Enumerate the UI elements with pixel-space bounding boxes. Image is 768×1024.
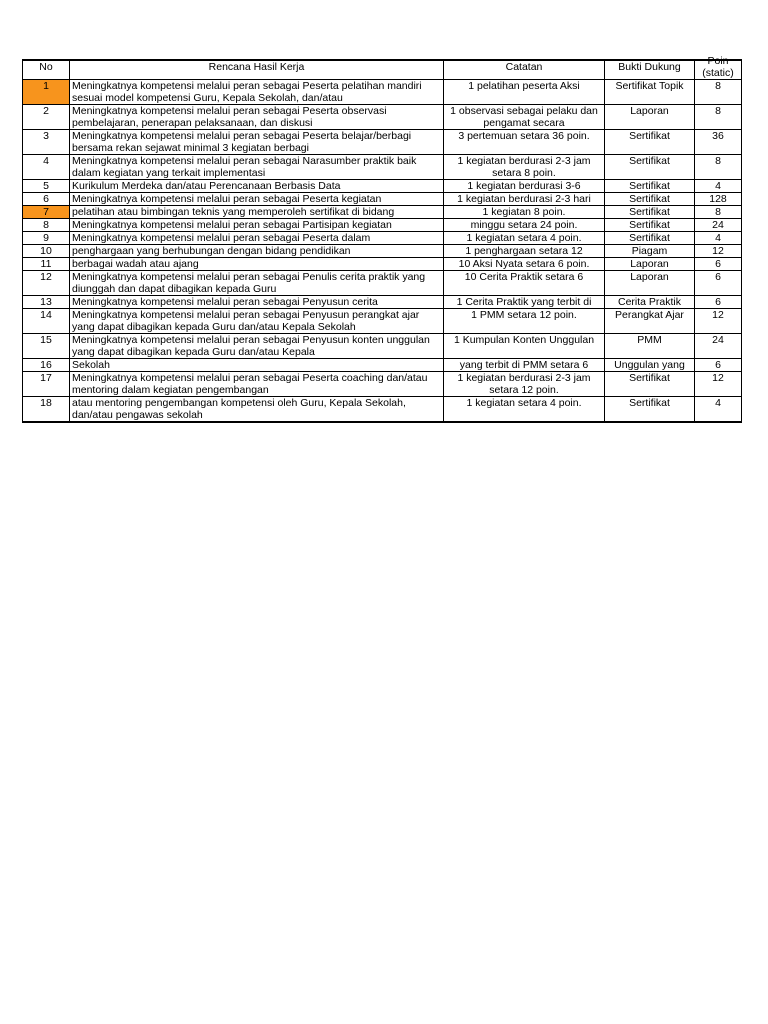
bukti-dukung-cell[interactable] (605, 155, 695, 180)
poin-cell[interactable]: 24 (695, 334, 742, 359)
poin-cell[interactable]: 8 (695, 206, 742, 219)
rencana-hasil-kerja-cell-text: Sekolah (72, 359, 110, 371)
bukti-dukung-cell[interactable] (605, 271, 695, 296)
catatan-cell[interactable] (444, 155, 605, 180)
spreadsheet (22, 55, 741, 423)
catatan-cell-text: 1 kegiatan 8 poin. (482, 206, 566, 218)
catatan-cell-text: 1 pelatihan peserta Aksi (468, 80, 580, 92)
catatan-cell[interactable] (444, 80, 605, 105)
bukti-dukung-cell-text: Sertifikat (629, 206, 670, 218)
rencana-hasil-kerja-cell-text: Meningkatnya kompetensi melalui peran sebagai Peserta belajar/berbagi bersama rekan sejawat minimal 3 kegiatan berbagi (72, 130, 412, 154)
catatan-cell-text: 10 Cerita Praktik setara 6 (464, 271, 584, 283)
rencana-hasil-kerja-cell[interactable] (70, 155, 444, 180)
bukti-dukung-cell-text: Piagam (631, 245, 668, 257)
catatan-cell[interactable] (444, 206, 605, 219)
rencana-hasil-kerja-cell-text: Meningkatnya kompetensi melalui peran sebagai Penyusun perangkat ajar yang dapat dibagikan kepada Guru dan/atau Kepala Sekolah (72, 309, 420, 333)
rencana-hasil-kerja-cell[interactable] (70, 80, 444, 105)
catatan-cell[interactable] (444, 359, 605, 372)
catatan-cell-text: 1 penghargaan setara 12 (465, 245, 583, 257)
bukti-dukung-cell-text: Laporan (630, 271, 669, 283)
bukti-dukung-cell-text: Sertifikat (629, 397, 670, 409)
rencana-hasil-kerja-cell-text: penghargaan yang berhubungan dengan bidang pendidikan (72, 245, 351, 257)
bukti-dukung-cell[interactable] (605, 130, 695, 155)
row-number[interactable]: 11 (23, 258, 70, 271)
header-poin-label: Poin (static) (702, 55, 734, 79)
bukti-dukung-cell-text: Perangkat Ajar (615, 309, 684, 321)
table-row (23, 193, 742, 206)
catatan-cell[interactable] (444, 245, 605, 258)
table-row (23, 271, 742, 296)
poin-cell[interactable]: 8 (695, 80, 742, 105)
table-row (23, 206, 742, 219)
bukti-dukung-cell[interactable] (605, 206, 695, 219)
poin-cell[interactable]: 12 (695, 245, 742, 258)
bukti-dukung-cell-text: Sertifikat Topik (615, 80, 684, 92)
catatan-cell-text: 1 observasi sebagai pelaku dan pengamat secara (450, 105, 598, 129)
row-number[interactable]: 3 (23, 130, 70, 155)
catatan-cell[interactable] (444, 130, 605, 155)
rencana-hasil-kerja-cell-text: Meningkatnya kompetensi melalui peran sebagai Peserta kegiatan (72, 193, 382, 205)
rencana-hasil-kerja-cell[interactable] (70, 271, 444, 296)
rhk-table (22, 55, 742, 423)
catatan-cell[interactable] (444, 193, 605, 206)
row-number[interactable]: 14 (23, 309, 70, 334)
row-number[interactable]: 5 (23, 180, 70, 193)
bukti-dukung-cell-text: Sertifikat (629, 130, 670, 142)
poin-cell[interactable]: 12 (695, 309, 742, 334)
rencana-hasil-kerja-cell-text: Meningkatnya kompetensi melalui peran sebagai Peserta observasi pembelajaran, penerapan pelaksanaan, dan diskusi (72, 105, 387, 129)
catatan-cell[interactable] (444, 232, 605, 245)
table-row (23, 130, 742, 155)
bukti-dukung-cell[interactable] (605, 397, 695, 423)
catatan-cell[interactable] (444, 372, 605, 397)
row-number[interactable]: 7 (23, 206, 70, 219)
table-row (23, 372, 742, 397)
rencana-hasil-kerja-cell[interactable] (70, 105, 444, 130)
header-no: No (23, 60, 70, 80)
header-row (23, 60, 742, 80)
catatan-cell[interactable] (444, 397, 605, 423)
row-number[interactable]: 10 (23, 245, 70, 258)
row-number[interactable]: 6 (23, 193, 70, 206)
poin-cell[interactable]: 4 (695, 232, 742, 245)
poin-cell[interactable]: 6 (695, 296, 742, 309)
poin-cell[interactable]: 6 (695, 271, 742, 296)
rencana-hasil-kerja-cell-text: Meningkatnya kompetensi melalui peran sebagai Penulis cerita praktik yang diunggah dan dapat dibagikan kepada Guru (72, 271, 426, 295)
catatan-cell-text: 1 kegiatan berdurasi 2-3 jam setara 8 poin. (457, 155, 591, 179)
table-row (23, 105, 742, 130)
table-row (23, 309, 742, 334)
rencana-hasil-kerja-cell[interactable] (70, 245, 444, 258)
poin-cell[interactable]: 24 (695, 219, 742, 232)
bukti-dukung-cell[interactable] (605, 232, 695, 245)
rencana-hasil-kerja-cell-text: Meningkatnya kompetensi melalui peran sebagai Peserta pelatihan mandiri sesuai model kompetensi Guru, Kepala Sekolah, dan/atau (72, 80, 422, 104)
catatan-cell-text: 3 pertemuan setara 36 poin. (458, 130, 590, 142)
catatan-cell[interactable] (444, 296, 605, 309)
rencana-hasil-kerja-cell[interactable] (70, 397, 444, 423)
bukti-dukung-cell[interactable] (605, 80, 695, 105)
bukti-dukung-cell[interactable] (605, 219, 695, 232)
row-number[interactable]: 17 (23, 372, 70, 397)
bukti-dukung-cell[interactable] (605, 193, 695, 206)
row-number[interactable]: 13 (23, 296, 70, 309)
bukti-dukung-cell-text: Sertifikat (629, 193, 670, 205)
row-number[interactable]: 16 (23, 359, 70, 372)
rencana-hasil-kerja-cell[interactable] (70, 180, 444, 193)
rencana-hasil-kerja-cell[interactable] (70, 193, 444, 206)
table-row (23, 296, 742, 309)
rencana-hasil-kerja-cell-text: atau mentoring pengembangan kompetensi oleh Guru, Kepala Sekolah, dan/atau pengawas sekolah (72, 397, 406, 421)
rencana-hasil-kerja-cell-text: Kurikulum Merdeka dan/atau Perencanaan Berbasis Data (72, 180, 341, 192)
bukti-dukung-cell[interactable] (605, 334, 695, 359)
rencana-hasil-kerja-cell-text: Meningkatnya kompetensi melalui peran sebagai Peserta dalam (72, 232, 371, 244)
bukti-dukung-cell-text: Cerita Praktik (617, 296, 681, 308)
poin-cell[interactable]: 36 (695, 130, 742, 155)
bukti-dukung-cell-text: PMM (637, 334, 662, 346)
poin-cell[interactable]: 12 (695, 372, 742, 397)
rencana-hasil-kerja-cell[interactable] (70, 130, 444, 155)
header-catatan: Catatan (444, 60, 605, 80)
rencana-hasil-kerja-cell[interactable] (70, 296, 444, 309)
catatan-cell-text: yang terbit di PMM setara 6 (459, 359, 589, 371)
catatan-cell[interactable] (444, 271, 605, 296)
catatan-cell-text: 1 PMM setara 12 poin. (471, 309, 577, 321)
row-number[interactable]: 12 (23, 271, 70, 296)
catatan-cell-text: 1 kegiatan berdurasi 3-6 (467, 180, 581, 192)
rencana-hasil-kerja-cell[interactable] (70, 219, 444, 232)
rencana-hasil-kerja-cell[interactable] (70, 309, 444, 334)
bukti-dukung-cell-text: Unggulan yang (614, 359, 685, 371)
row-number[interactable]: 1 (23, 80, 70, 105)
rencana-hasil-kerja-cell[interactable] (70, 334, 444, 359)
table-row (23, 180, 742, 193)
poin-cell[interactable]: 128 (695, 193, 742, 206)
poin-cell[interactable]: 8 (695, 105, 742, 130)
catatan-cell[interactable] (444, 105, 605, 130)
bukti-dukung-cell[interactable] (605, 245, 695, 258)
table-row (23, 80, 742, 105)
bukti-dukung-cell[interactable] (605, 258, 695, 271)
header-rhk: Rencana Hasil Kerja (70, 60, 444, 80)
catatan-cell-text: 1 kegiatan berdurasi 2-3 jam setara 12 poin. (457, 372, 591, 396)
poin-cell[interactable]: 6 (695, 359, 742, 372)
row-number[interactable]: 8 (23, 219, 70, 232)
rencana-hasil-kerja-cell[interactable] (70, 372, 444, 397)
header-bukti-dukung: Bukti Dukung (605, 60, 695, 80)
row-number[interactable]: 18 (23, 397, 70, 423)
rencana-hasil-kerja-cell-text: Meningkatnya kompetensi melalui peran sebagai Partisipan kegiatan (72, 219, 392, 231)
catatan-cell-text: 1 kegiatan setara 4 poin. (466, 232, 582, 244)
table-row (23, 334, 742, 359)
row-number[interactable]: 2 (23, 105, 70, 130)
rencana-hasil-kerja-cell-text: Meningkatnya kompetensi melalui peran sebagai Penyusun cerita (72, 296, 378, 308)
rencana-hasil-kerja-cell[interactable] (70, 359, 444, 372)
rencana-hasil-kerja-cell-text: Meningkatnya kompetensi melalui peran sebagai Peserta coaching dan/atau mentoring dalam kegiatan pengembangan (72, 372, 428, 396)
catatan-cell[interactable] (444, 219, 605, 232)
table-row (23, 359, 742, 372)
table-row (23, 245, 742, 258)
catatan-cell-text: 1 kegiatan setara 4 poin. (466, 397, 582, 409)
rencana-hasil-kerja-cell-text: Meningkatnya kompetensi melalui peran sebagai Narasumber praktik baik dalam kegiatan yang terkait implementasi (72, 155, 417, 179)
bukti-dukung-cell[interactable] (605, 309, 695, 334)
header-poin (695, 55, 742, 80)
row-number[interactable]: 9 (23, 232, 70, 245)
catatan-cell-text: 1 Kumpulan Konten Unggulan (453, 334, 595, 346)
rencana-hasil-kerja-cell[interactable] (70, 258, 444, 271)
poin-cell[interactable]: 8 (695, 155, 742, 180)
catatan-cell-text: 10 Aksi Nyata setara 6 poin. (458, 258, 590, 270)
bukti-dukung-cell[interactable] (605, 105, 695, 130)
rencana-hasil-kerja-cell-text: berbagai wadah atau ajang (72, 258, 199, 270)
catatan-cell[interactable] (444, 258, 605, 271)
row-number[interactable]: 15 (23, 334, 70, 359)
bukti-dukung-cell[interactable] (605, 359, 695, 372)
table-row (23, 232, 742, 245)
poin-cell[interactable]: 4 (695, 180, 742, 193)
row-number[interactable]: 4 (23, 155, 70, 180)
bukti-dukung-cell[interactable] (605, 296, 695, 309)
poin-cell[interactable]: 4 (695, 397, 742, 423)
table-row (23, 397, 742, 423)
bukti-dukung-cell[interactable] (605, 180, 695, 193)
catatan-cell-text: 1 kegiatan berdurasi 2-3 hari (457, 193, 591, 205)
table-row (23, 258, 742, 271)
catatan-cell-text: minggu setara 24 poin. (470, 219, 578, 231)
poin-cell[interactable]: 6 (695, 258, 742, 271)
rencana-hasil-kerja-cell[interactable] (70, 206, 444, 219)
rencana-hasil-kerja-cell[interactable] (70, 232, 444, 245)
bukti-dukung-cell-text: Sertifikat (629, 219, 670, 231)
bukti-dukung-cell-text: Sertifikat (629, 372, 670, 384)
bukti-dukung-cell-text: Laporan (630, 258, 669, 270)
rencana-hasil-kerja-cell-text: Meningkatnya kompetensi melalui peran sebagai Penyusun konten unggulan yang dapat dibagikan kepada Guru dan/atau Kepala (72, 334, 430, 358)
bukti-dukung-cell-text: Sertifikat (629, 232, 670, 244)
catatan-cell[interactable] (444, 180, 605, 193)
bukti-dukung-cell-text: Sertifikat (629, 155, 670, 167)
rencana-hasil-kerja-cell-text: pelatihan atau bimbingan teknis yang memperoleh sertifikat di bidang (72, 206, 395, 218)
table-row (23, 219, 742, 232)
table-body (23, 80, 742, 423)
bukti-dukung-cell-text: Laporan (630, 105, 669, 117)
catatan-cell[interactable] (444, 334, 605, 359)
catatan-cell-text: 1 Cerita Praktik yang terbit di (456, 296, 592, 308)
bukti-dukung-cell[interactable] (605, 372, 695, 397)
table-row (23, 155, 742, 180)
catatan-cell[interactable] (444, 309, 605, 334)
bukti-dukung-cell-text: Sertifikat (629, 180, 670, 192)
